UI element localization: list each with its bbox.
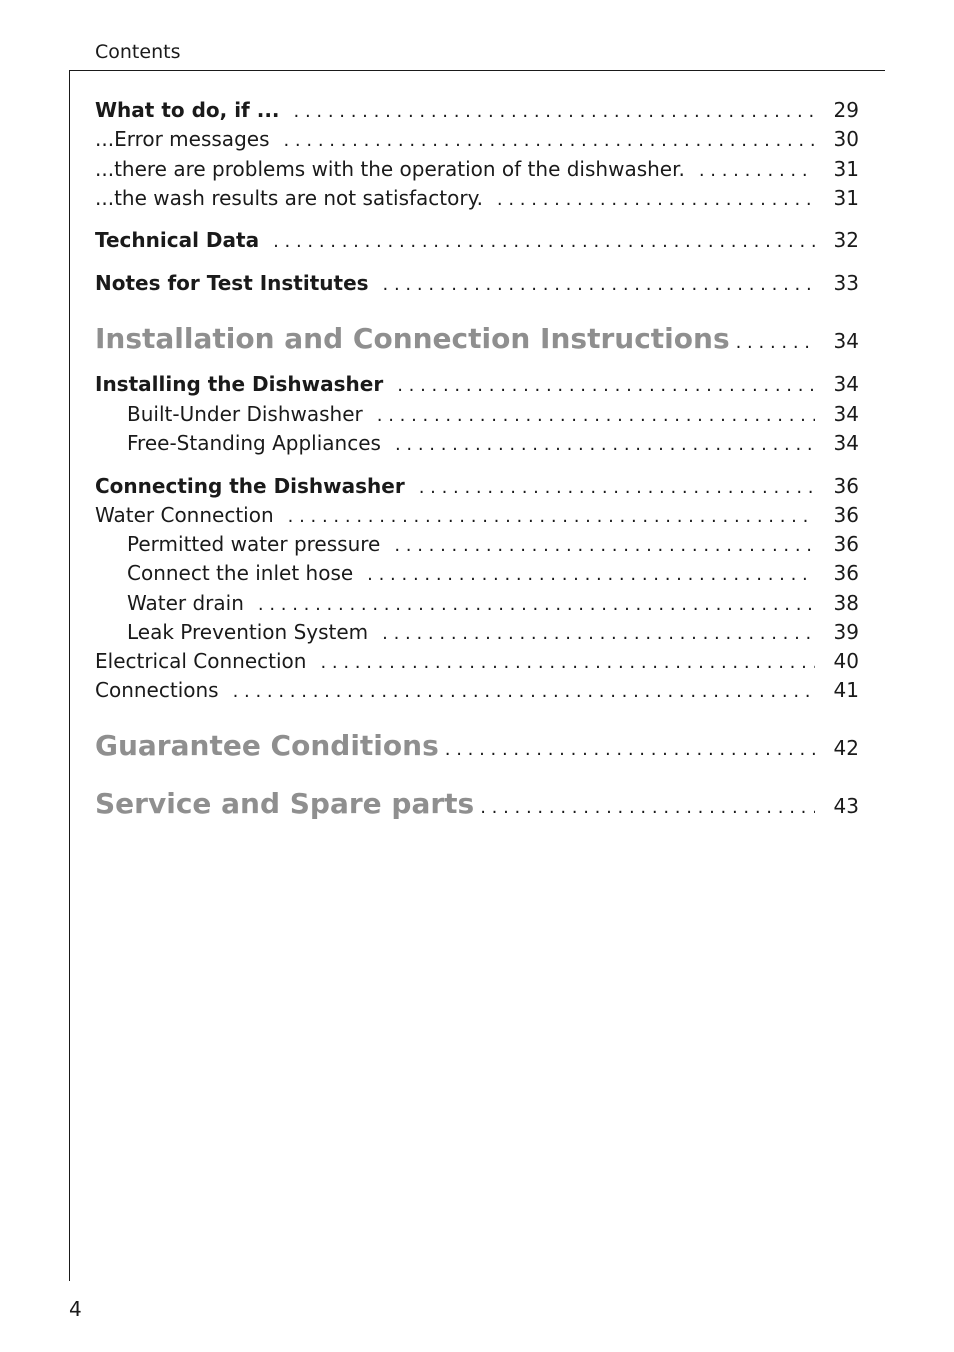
toc-entry-label: Connecting the Dishwasher [95,474,405,498]
toc-entry-page: 38 [833,591,859,615]
toc-entry-page: 30 [833,127,859,151]
toc-entry-page: 31 [833,157,859,181]
toc-entry-page: 39 [833,620,859,644]
toc-dot-leader [736,325,815,361]
toc-entry-operation-problems[interactable] [95,156,859,184]
toc-dot-leader [480,790,815,826]
toc-entry-label: Notes for Test Institutes [95,271,369,295]
toc-dot-leader [395,432,815,458]
toc-entry-water-pressure[interactable] [95,531,859,559]
toc-entry-label: Permitted water pressure [127,532,381,556]
toc-dot-leader [273,229,815,255]
toc-entry-label: Built-Under Dishwasher [127,402,363,426]
toc-entry-page: 36 [833,561,859,585]
toc-dot-leader [367,562,815,588]
toc-entry-water-drain[interactable] [95,590,859,618]
header-section-label: Contents [95,41,181,63]
toc-entry-page: 34 [833,402,859,426]
toc-dot-leader [320,650,815,676]
toc-entry-inlet-hose[interactable] [95,560,859,588]
toc-dot-leader [294,99,815,125]
toc-entry-connecting[interactable] [95,473,859,501]
toc-entry-label: Connect the inlet hose [127,561,354,585]
page-number: 4 [69,1297,82,1321]
toc-dot-leader [382,621,815,647]
toc-entry-page: 32 [833,228,859,252]
toc-entry-label: What to do, if ... [95,98,280,122]
toc-dot-leader [497,187,815,213]
toc-entry-wash-results[interactable] [95,185,859,213]
toc-entry-label: Free-Standing Appliances [127,431,381,455]
toc-entry-page: 43 [833,794,859,818]
toc-entry-page: 36 [833,532,859,556]
toc-dot-leader [445,732,815,768]
toc-entry-page: 36 [833,474,859,498]
toc-entry-page: 42 [833,736,859,760]
toc-entry-label: Electrical Connection [95,649,307,673]
toc-entry-page: 34 [833,431,859,455]
toc-section-label: Service and Spare parts [95,787,475,820]
toc-entry-error-messages[interactable] [95,126,859,154]
toc-entry-page: 29 [833,98,859,122]
toc-entry-label: Water Connection [95,503,274,527]
toc-entry-installing[interactable] [95,371,859,399]
toc-entry-label: ...there are problems with the operation of the dishwasher. [95,157,685,181]
toc-entry-free-standing[interactable] [95,430,859,458]
toc-section-guarantee[interactable] [95,728,859,768]
toc-entry-label: Leak Prevention System [127,620,369,644]
toc-entry-page: 36 [833,503,859,527]
toc-section-installation[interactable] [95,321,859,361]
toc-dot-leader [397,373,815,399]
toc-entry-test-institutes[interactable] [95,270,859,298]
toc-entry-page: 33 [833,271,859,295]
toc-entry-page: 34 [833,372,859,396]
toc-entry-connections[interactable] [95,677,859,705]
toc-entry-page: 41 [833,678,859,702]
toc-dot-leader [258,592,815,618]
toc-section-label: Guarantee Conditions [95,729,439,762]
toc-dot-leader [233,679,815,705]
toc-entry-page: 40 [833,649,859,673]
toc-entry-water-connection[interactable] [95,502,859,530]
toc-dot-leader [394,533,815,559]
toc-dot-leader [283,128,815,154]
header-rule [69,70,885,71]
toc-entry-built-under[interactable] [95,401,859,429]
toc-section-label: Installation and Connection Instructions [95,322,730,355]
toc-entry-label: Technical Data [95,228,260,252]
toc-entry-label: ...Error messages [95,127,270,151]
toc-entry-technical-data[interactable] [95,227,859,255]
toc-entry-electrical-connection[interactable] [95,648,859,676]
toc-dot-leader [383,272,815,298]
toc-entry-what-to-do[interactable] [95,97,859,125]
toc-entry-label: Installing the Dishwasher [95,372,384,396]
toc-section-service[interactable] [95,786,859,826]
toc-dot-leader [699,158,815,184]
toc-dot-leader [288,504,815,530]
toc-dot-leader [377,403,815,429]
toc-entry-page: 34 [833,329,859,353]
toc-entry-label: ...the wash results are not satisfactory. [95,186,483,210]
toc-entry-label: Water drain [127,591,244,615]
toc-entry-label: Connections [95,678,219,702]
toc-entry-leak-prevention[interactable] [95,619,859,647]
toc-entry-page: 31 [833,186,859,210]
margin-rule [69,70,70,1281]
toc-dot-leader [419,475,815,501]
